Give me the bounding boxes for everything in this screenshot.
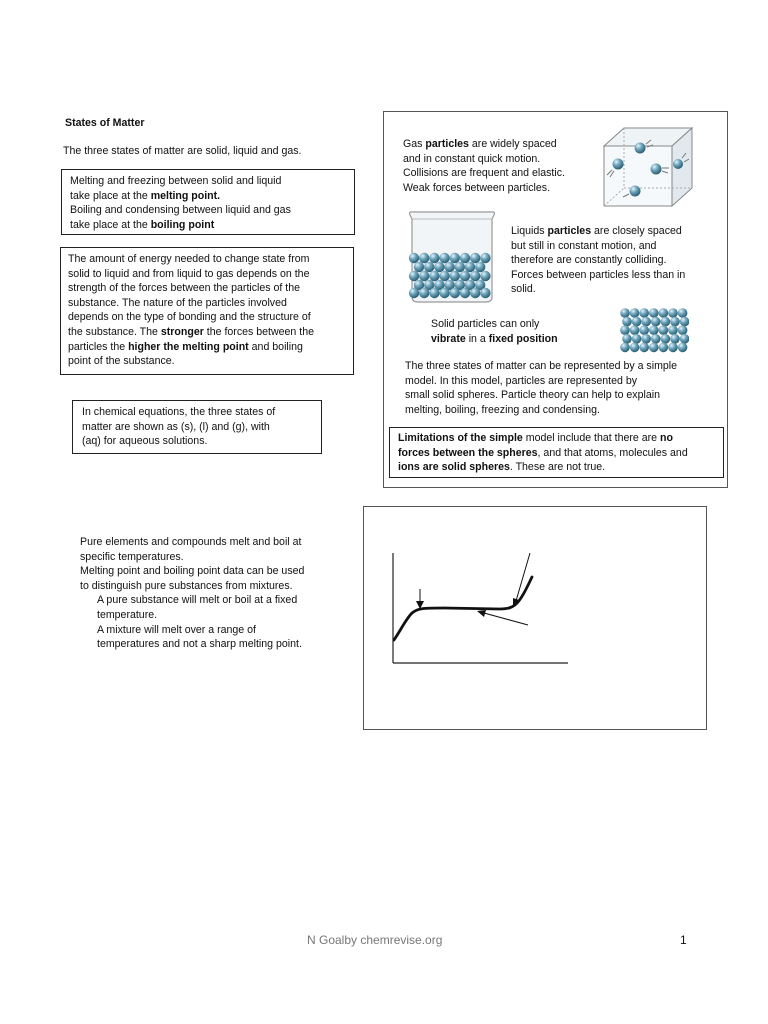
model-line-2: model. In this model, particles are represented by (405, 374, 638, 387)
equations-line-1: In chemical equations, the three states of (82, 406, 276, 418)
limitations-line-1 (398, 431, 723, 446)
no-forces-term: forces between the spheres (398, 446, 538, 459)
particle-sphere (641, 334, 651, 344)
melting-line-2-text: take place at the (70, 189, 151, 202)
melting-line-4-text: take place at the (70, 218, 151, 231)
particle-sphere (414, 262, 424, 272)
particle-sphere (668, 325, 678, 335)
liquid-line-1 (511, 224, 685, 239)
particle-sphere (409, 288, 419, 298)
particle-sphere (434, 262, 444, 272)
particle-sphere (450, 271, 460, 281)
limitations-term: Limitations of the simple (398, 432, 523, 444)
energy-line-3: strength of the forces between the particles of the (68, 282, 301, 295)
gas-line-1c: are widely spaced (468, 138, 557, 150)
particle-sphere (429, 271, 439, 281)
particle-sphere (470, 253, 480, 263)
liquid-line-4: Forces between particles less than in (511, 268, 686, 281)
particle-sphere (639, 325, 649, 335)
energy-line-8: point of the substance. (68, 355, 175, 368)
footer-credit: N Goalby chemrevise.org (307, 933, 443, 947)
melting-arrow (416, 589, 424, 609)
stronger-term: stronger (160, 325, 204, 338)
particle-sphere (439, 253, 449, 263)
particle-sphere (620, 308, 630, 318)
limitations-line-3b: . These are not true. (509, 461, 606, 474)
particle-sphere (480, 288, 490, 298)
limitations-line-2b: , and that atoms, molecules and (537, 446, 688, 459)
model-line-4: melting, boiling, freezing and condensing. (405, 403, 600, 416)
fixed-position-term: fixed position (488, 332, 558, 345)
liquid-line-1a: Liquids (511, 225, 548, 237)
limitations-line-3 (398, 460, 723, 475)
melting-line-3: Boiling and condensing between liquid and gas (70, 204, 291, 217)
equations-line-3: (aq) for aqueous solutions. (82, 435, 208, 448)
melting-boiling-box (61, 169, 355, 235)
vibrate-term: vibrate (431, 332, 466, 345)
particle-sphere (429, 288, 439, 298)
solid-line-2 (431, 332, 558, 347)
energy-box (60, 247, 354, 375)
particle-sphere (680, 317, 689, 327)
page-number: 1 (680, 933, 687, 947)
solid-line-2b: in a (465, 332, 489, 345)
particle-sphere (419, 288, 429, 298)
gas-line-1 (403, 137, 565, 152)
particle-sphere (439, 288, 449, 298)
particle-sphere (632, 317, 642, 327)
gas-line-2: and in constant quick motion. (403, 152, 541, 165)
gas-particles-illustration (596, 124, 696, 210)
pure-substances-text (80, 535, 304, 652)
particle-sphere (659, 325, 669, 335)
particle-sphere (651, 334, 661, 344)
model-description (405, 359, 677, 417)
pure-line-2: specific temperatures. (80, 550, 184, 563)
particle-sphere (424, 262, 434, 272)
particle-sphere (678, 325, 688, 335)
particle-sphere (439, 271, 449, 281)
particle-sphere (630, 325, 640, 335)
limitations-box (389, 427, 724, 478)
particle-sphere (630, 308, 640, 318)
liquid-line-2: but still in constant motion, and (511, 239, 657, 252)
particle-sphere (680, 334, 689, 344)
particle-sphere (470, 271, 480, 281)
heating-curve (394, 577, 532, 640)
particle-model-panel (383, 111, 728, 488)
pure-line-5: A pure substance will melt or boil at a fixed (97, 594, 298, 607)
page-title: States of Matter (65, 117, 145, 129)
limitations-line-1b: model include that there are (522, 432, 661, 444)
particle-sphere (661, 334, 671, 344)
particle-sphere (480, 253, 490, 263)
particle-sphere (639, 343, 649, 353)
energy-line-5: depends on the type of bonding and the structure of (68, 311, 311, 324)
energy-line-6c: the forces between the (203, 325, 314, 338)
particle-sphere (455, 262, 465, 272)
melting-point-term: melting point. (150, 189, 221, 202)
particle-sphere (444, 262, 454, 272)
solid-description (431, 317, 558, 346)
particle-sphere (450, 253, 460, 263)
no-term: no (660, 432, 673, 444)
liquid-particles-term: particles (547, 225, 592, 237)
particle-sphere (659, 343, 669, 353)
liquid-line-3: therefore are constantly colliding. (511, 254, 667, 267)
energy-line-7 (68, 340, 353, 355)
equations-line-2: matter are shown as (s), (l) and (g), with (82, 420, 270, 433)
particle-sphere (651, 317, 661, 327)
melting-line-1: Melting and freezing between solid and liquid (70, 175, 282, 187)
particle-sphere (670, 334, 680, 344)
plateau-arrow (477, 610, 528, 625)
particle-sphere (639, 308, 649, 318)
gas-line-1a: Gas (403, 138, 426, 150)
particle-sphere (620, 325, 630, 335)
energy-line-7c: and boiling (248, 340, 303, 353)
particle-sphere (475, 262, 485, 272)
energy-line-1: The amount of energy needed to change state from (68, 253, 310, 265)
particle-sphere (649, 325, 659, 335)
boiling-point-term: boiling point (150, 218, 215, 231)
particle-sphere (409, 253, 419, 263)
pure-line-3: Melting point and boiling point data can be used (80, 565, 305, 578)
liquid-line-5: solid. (511, 283, 536, 296)
model-line-1: The three states of matter can be represented by a simple (405, 360, 678, 372)
particle-sphere (460, 253, 470, 263)
particle-sphere (641, 317, 651, 327)
particle-sphere (450, 288, 460, 298)
particle-sphere (465, 262, 475, 272)
energy-line-6 (68, 325, 353, 340)
particle-sphere (632, 334, 642, 344)
particle-sphere (419, 271, 429, 281)
energy-line-4: substance. The nature of the particles involved (68, 296, 287, 309)
particle-sphere (419, 253, 429, 263)
heating-curve-panel (363, 506, 707, 730)
particle-sphere (460, 288, 470, 298)
particle-sphere (668, 308, 678, 318)
pure-line-7: A mixture will melt over a range of (97, 623, 256, 636)
liquid-beaker-illustration (404, 209, 500, 305)
gas-description (403, 137, 565, 195)
particle-sphere (480, 271, 490, 281)
energy-line-6a: the substance. The (68, 325, 161, 338)
particle-sphere (678, 343, 688, 353)
particle-sphere (409, 271, 419, 281)
melting-line-2 (70, 189, 354, 204)
solid-lattice-illustration (619, 307, 689, 353)
particle-sphere (622, 317, 632, 327)
intro-text: The three states of matter are solid, liquid and gas. (63, 145, 302, 157)
heating-curve-diagram (364, 507, 706, 729)
gas-particles-term: particles (425, 138, 469, 150)
particle-sphere (659, 308, 669, 318)
particle-sphere (620, 343, 630, 353)
particle-sphere (622, 334, 632, 344)
particle-sphere (649, 343, 659, 353)
particle-sphere (649, 308, 659, 318)
melting-line-4 (70, 218, 354, 233)
particle-sphere (661, 317, 671, 327)
liquid-description (511, 224, 685, 297)
limitations-line-2 (398, 446, 723, 461)
higher-melting-point-term: higher the melting point (128, 340, 249, 353)
pure-line-6: temperature. (97, 608, 158, 621)
particle-sphere (678, 308, 688, 318)
particle-sphere (670, 317, 680, 327)
particle-sphere (630, 343, 640, 353)
gas-line-3: Collisions are frequent and elastic. (403, 167, 565, 180)
pure-line-1: Pure elements and compounds melt and boil at (80, 536, 302, 548)
particle-sphere (470, 288, 480, 298)
particle-sphere (668, 343, 678, 353)
particle-sphere (429, 253, 439, 263)
gas-line-4: Weak forces between particles. (403, 181, 551, 194)
solid-spheres-term: ions are solid spheres (398, 461, 510, 474)
pure-line-8: temperatures and not a sharp melting point. (97, 638, 302, 651)
solid-line-1: Solid particles can only (431, 318, 540, 330)
energy-line-2: solid to liquid and from liquid to gas depends on the (68, 267, 310, 280)
solid-spheres (620, 308, 689, 352)
pure-line-4: to distinguish pure substances from mixtures. (80, 579, 293, 592)
particle-sphere (460, 271, 470, 281)
liquid-line-1c: are closely spaced (591, 225, 682, 237)
state-symbols-box (72, 400, 322, 454)
energy-line-7a: particles the (68, 340, 129, 353)
model-line-3: small solid spheres. Particle theory can help to explain (405, 389, 660, 402)
